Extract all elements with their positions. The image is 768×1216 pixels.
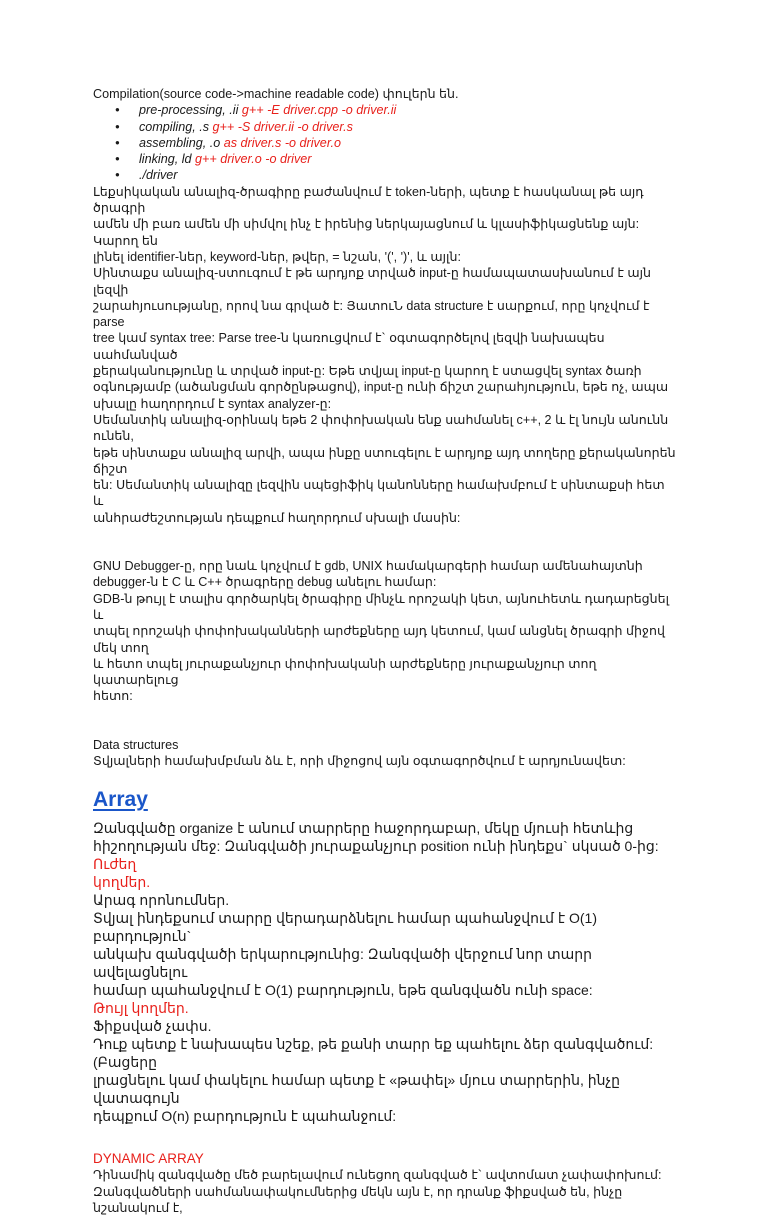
text-line: GDB-ն թույլ է տալիս գործարկել ծրագիրը մինչև որոշակի կետ, այնուհետև դադարեցնել և [93, 591, 670, 622]
strengths-label-start: Ուժեղ [93, 856, 137, 873]
text-line: դեպքում O(n) բարդություն է պահանջում: [93, 1108, 397, 1125]
text-line: լինել identifier-ներ, keyword-ներ, թվեր, = նշան, '(', ')', և այլն: [93, 249, 461, 264]
compilation-intro: Compilation(source code->machine readable code) փուլերն են. [93, 87, 459, 101]
list-item [93, 119, 678, 135]
step-command: g++ -S driver.ii -o driver.s [212, 119, 353, 134]
text-line: լրացնելու կամ փակելու համար պետք է «թափել» մյուս տարրերին, ինչը վատագույն [93, 1072, 621, 1107]
gdb-description-paragraph [93, 591, 678, 705]
gdb-intro-paragraph [93, 558, 678, 591]
text-line: եթե սինտաքս անալիզ արվի, ապա ինքը ստուգելու է արդյոք այդ տողերը քերականորեն ճիշտ [93, 445, 676, 476]
list-item [93, 151, 678, 167]
fast-lookups-title: Արագ որոնումներ. [93, 892, 230, 909]
lexical-analysis-paragraph [93, 184, 678, 265]
text-line: անկախ զանգվածի երկարությունից: Զանգվածի վերջում նոր տարր ավելացնելու [93, 946, 593, 981]
text-line [93, 837, 678, 873]
text-line: անհրաժեշտության դեպքում հաղորդում սխալի մասին: [93, 510, 461, 525]
text-line: ամեն մի բառ ամեն մի սիմվոլ ինչ է իրենից ներկայացնում և կլասիֆիկացնենք այն: Կարող են [93, 217, 640, 248]
step-text: ./driver [139, 168, 178, 183]
step-command: g++ -E driver.cpp -o driver.ii [241, 103, 397, 118]
step-text: compiling, .s [139, 119, 213, 134]
step-command: as driver.s -o driver.o [223, 135, 342, 150]
document-content [93, 86, 678, 1216]
text-line: Զանգվածը organize է անում տարրերը հաջորդաբար, մեկը մյուսի հետևից [93, 820, 634, 837]
text-line: Սինտաքս անալիզ-ստուգում է թե արդյոք տրված input-ը համապատասխանում է այն լեզվի [93, 266, 652, 297]
list-item [93, 135, 678, 151]
array-line-text: հիշողության մեջ: Զանգվածի յուրաքանչյուր position ունի ինդեքս` սկսած 0-ից: [93, 838, 659, 855]
weaknesses-label: Թույլ կողմեր. [93, 1000, 189, 1017]
text-line: քերականությունը և տրված input-ը: Եթե տվյալ input-ը կարող է ստացվել syntax ծառի [93, 364, 642, 379]
step-text: linking, ld [139, 152, 196, 167]
compilation-steps-list [93, 102, 678, 183]
text-line: Լեքսիկական անալիզ-ծրագիրը բաժանվում է token-ների, պետք է հասկանալ թե այդ ծրագրի [93, 184, 644, 216]
dynamic-array-heading: DYNAMIC ARRAY [93, 1151, 204, 1167]
step-text: pre-processing, .ii [139, 103, 242, 118]
text-line: են: Սեմանտիկ անալիզը լեզվին սպեցիֆիկ կանոնները համախմբում է սինտաքսի հետ և [93, 478, 665, 509]
array-section [93, 819, 678, 1125]
text-line: Զանգվածների սահմանափակումներից մեկն այն է, որ դրանք ֆիքսված են, ինչը նշանակում է, [93, 1184, 623, 1215]
semantic-analysis-paragraph [93, 412, 678, 526]
text-line: օգնությամբ (ածանցման գործընթացով), input-ը ունի ճիշտ շարահյություն, եթե ոչ, ապա [93, 380, 669, 395]
text-line: սխալը հաղորդում է syntax analyzer-ը: [93, 396, 332, 411]
spacer [93, 769, 678, 787]
syntax-analysis-paragraph [93, 265, 678, 412]
text-line: tree կամ syntax tree: Parse tree-ն կառուցվում է` օգտագործելով լեզվի նախապես սահմանված [93, 331, 605, 362]
text-line: GNU Debugger-ը, որը նաև կոչվում է gdb, UNIX համակարգերի համար ամենահայտնի [93, 559, 643, 574]
text-line: և հետո տպել յուրաքանչյուր փոփոխականի արժեքները յուրաքանչյուր տող կատարելուց [93, 656, 597, 688]
spacer [93, 1125, 678, 1150]
text-line: Սեմանտիկ անալիզ-օրինակ եթե 2 փոփոխական ենք սահմանել c++, 2 և էլ նույն անունն ունեն, [93, 412, 669, 444]
data-structures-title: Data structures [93, 737, 179, 752]
text-line: debugger-ն է C և C++ ծրագրերը debug անելու համար: [93, 575, 437, 590]
strengths-label-end: կողմեր. [93, 874, 151, 891]
spacer [93, 705, 678, 737]
list-item [93, 102, 678, 118]
spacer [93, 526, 678, 558]
text-line: հետո: [93, 689, 133, 704]
fixed-size-title: Ֆիքսված չափս. [93, 1018, 212, 1035]
data-structures-description: Տվյալների համախմբման ձև է, որի միջոցով այն օգտագործվում է արդյունավետ: [93, 753, 626, 768]
text-line: Դուք պետք է նախապես նշեք, թե քանի տարր եք պահելու ձեր զանգվածում: (Բացերը [93, 1036, 654, 1071]
step-command: g++ driver.o -o driver [195, 152, 312, 167]
array-heading: Array [93, 788, 148, 812]
text-line: տպել որոշակի փոփոխականների արժեքները այդ կետում, կամ անցնել ծրագրի միջով մեկ տող [93, 624, 665, 655]
text-line: Տվյալ ինդեքսում տարրը վերադարձնելու համար պահանջվում է O(1) բարդություն` [93, 910, 597, 945]
step-text: assembling, .o [139, 135, 224, 150]
list-item [93, 167, 678, 183]
text-line: համար պահանջվում է O(1) բարդություն, եթե զանգվածն ունի space: [93, 982, 593, 999]
text-line: Դինամիկ զանգվածը մեծ բարելավում ունեցող զանգված է` ավտոմատ չափափոխում: [93, 1168, 662, 1183]
text-line: շարահյուսությանը, որով նա գրված է: ՅատուՆ data structure է սարքում, որը կոչվում է parse [93, 298, 650, 330]
